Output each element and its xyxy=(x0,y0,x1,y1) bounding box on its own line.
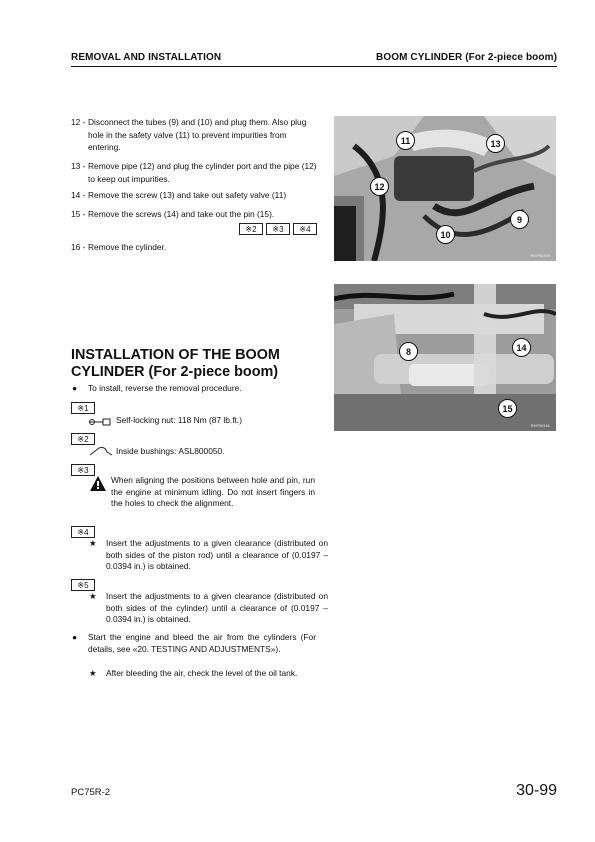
note-ref-2: ※2 xyxy=(71,433,95,445)
header-chapter-title: BOOM CYLINDER (For 2-piece boom) xyxy=(376,52,557,63)
ref-box: ※3 xyxy=(266,223,290,235)
section-heading-installation: INSTALLATION OF THE BOOM CYLINDER (For 2-piece boom) xyxy=(71,347,280,380)
lubricant-icon xyxy=(89,446,113,456)
callout-14: 14 xyxy=(512,338,531,357)
note-4-item: ★ Insert the adjustments to a given clearance (distributed on both sides of the piston rod) until a clearance of (0.0197 – 0.0394 in.) is obtained. xyxy=(89,538,328,571)
footer-page-number: 30-99 xyxy=(516,782,557,799)
warning-icon xyxy=(90,476,106,491)
intro-bullet: ● To install, reverse the removal procedure. xyxy=(72,383,242,393)
photo-code: RKP00161 xyxy=(530,423,550,428)
removal-photo-pin xyxy=(334,284,556,431)
step-12: 12 - Disconnect the tubes (9) and (10) and plug them. Also plug hole in the safety valve (11) to prevent impurities from entering. xyxy=(71,117,307,152)
photo-illustration xyxy=(334,284,556,431)
note-ref-1: ※1 xyxy=(71,402,95,414)
note-ref-5: ※5 xyxy=(71,579,95,591)
note-3-text: When aligning the positions between hole and pin, run the engine at minimum idling. Do not insert fingers in the holes to check the alignment. xyxy=(111,475,315,508)
step-16: 16 - Remove the cylinder. xyxy=(71,242,167,252)
step-13: 13 - Remove pipe (12) and plug the cylinder port and the pipe (12) to keep out impurities. xyxy=(71,161,317,184)
header-section-title: REMOVAL AND INSTALLATION xyxy=(71,52,222,63)
removal-photo-valves xyxy=(334,116,556,261)
callout-13: 13 xyxy=(486,134,505,153)
note-ref-4: ※4 xyxy=(71,526,95,538)
note-1-text: Self-locking nut: 118 Nm (87 lb.ft.) xyxy=(116,415,242,425)
callout-10: 10 xyxy=(436,225,455,244)
check-oil-item: ★ After bleeding the air, check the level of the oil tank. xyxy=(89,668,298,678)
footer-model: PC75R-2 xyxy=(71,787,111,798)
header-rule xyxy=(71,66,557,67)
callout-15: 15 xyxy=(498,399,517,418)
callout-11: 11 xyxy=(396,131,415,150)
callout-8: 8 xyxy=(399,342,418,361)
bleed-air-bullet: ● Start the engine and bleed the air from the cylinders (For details, see «20. TESTING AND ADJUSTMENTS»). xyxy=(72,632,316,654)
note-5-item: ★ Insert the adjustments to a given clearance (distributed on both sides of the cylinder) until a clearance of (0.0197 – 0.0394 in.) is obtained. xyxy=(89,591,328,624)
note-ref-3: ※3 xyxy=(71,464,95,476)
torque-wrench-icon xyxy=(89,416,111,426)
note-2-text: Inside bushings: ASL800050. xyxy=(116,446,225,456)
ref-box: ※2 xyxy=(239,223,263,235)
callout-12: 12 xyxy=(370,177,389,196)
photo-code: RKP00160 xyxy=(530,253,550,258)
ref-box: ※4 xyxy=(293,223,317,235)
step-15: 15 - Remove the screws (14) and take out the pin (15). xyxy=(71,209,275,219)
callout-9: 9 xyxy=(510,210,529,229)
step-14: 14 - Remove the screw (13) and take out safety valve (11) xyxy=(71,190,287,200)
step-15-references xyxy=(239,223,317,235)
